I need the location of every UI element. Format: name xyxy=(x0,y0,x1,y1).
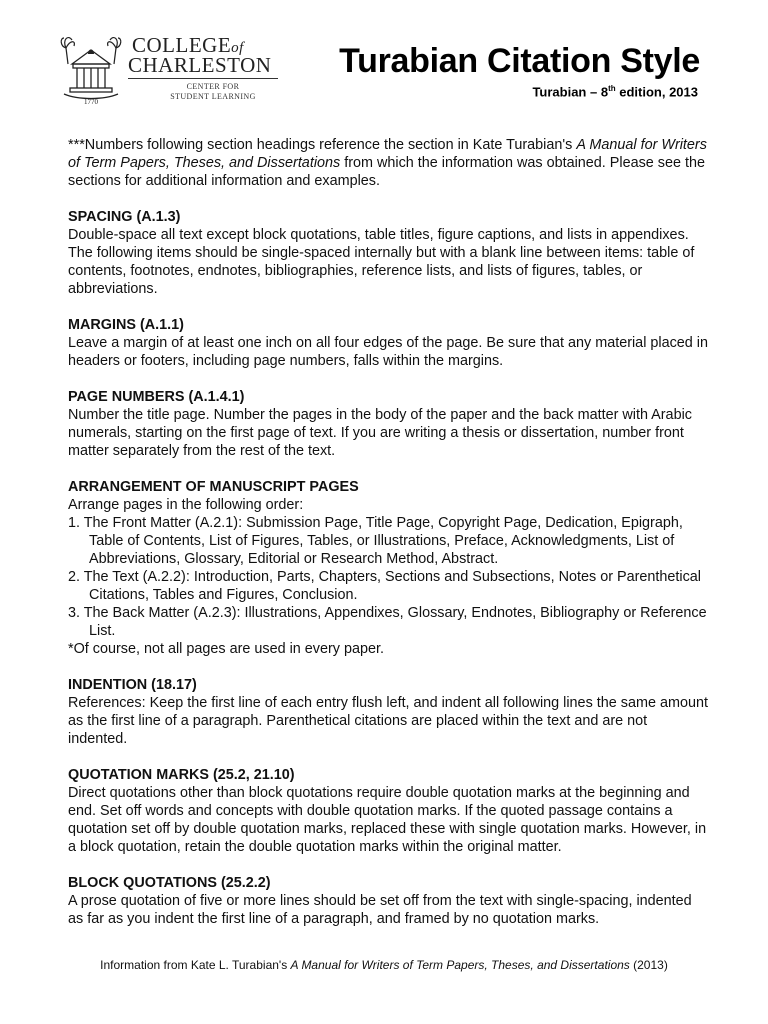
section-heading: BLOCK QUOTATIONS (25.2.2) xyxy=(68,875,271,891)
page-footer: Information from Kate L. Turabian's A Manual for Writers of Term Papers, Theses, and Dissertations (2013) xyxy=(100,958,668,972)
logo-college-text: COLLEGEof xyxy=(132,33,244,57)
logo-year: 1770 xyxy=(84,98,98,106)
list-item: 2. The Text (A.2.2): Introduction, Parts, Chapters, Sections and Subsections, Notes or Parenthetical Citations, Tables and Figures, Conclusion. xyxy=(68,569,701,603)
section-heading: SPACING (A.1.3) xyxy=(68,209,181,225)
section-arrangement xyxy=(68,478,708,658)
logo-center-text: CENTER FOR STUDENT LEARNING xyxy=(170,82,256,101)
section-indention xyxy=(68,676,708,748)
section-spacing xyxy=(68,208,708,298)
section-body: Leave a margin of at least one inch on all four edges of the page. Be sure that any material placed in headers or footers, including page numbers, falls within the margins. xyxy=(68,335,708,369)
section-heading: MARGINS (A.1.1) xyxy=(68,317,184,333)
document-title: Turabian Citation Style xyxy=(339,42,700,80)
section-heading: QUOTATION MARKS (25.2, 21.10) xyxy=(68,767,295,783)
document-subtitle: Turabian – 8th edition, 2013 xyxy=(532,84,698,100)
section-note: *Of course, not all pages are used in every paper. xyxy=(68,641,384,657)
section-quotation-marks xyxy=(68,766,708,856)
section-body: Number the title page. Number the pages in the body of the paper and the back matter with Arabic numerals, starting on the first page of text. If you are writing a thesis or dissertation, number front matter separately from the rest of the text. xyxy=(68,407,692,459)
section-margins xyxy=(68,316,708,370)
section-heading: PAGE NUMBERS (A.1.4.1) xyxy=(68,389,245,405)
section-block-quotations xyxy=(68,874,708,928)
section-body: Double-space all text except block quotations, table titles, figure captions, and lists in appendixes. The following items should be single-spaced internally but with a blank line between items: table of contents, footnotes, endnotes, bibliographies, reference lists, and lists of figures, tables, or abbreviations. xyxy=(68,227,695,297)
section-lead: Arrange pages in the following order: xyxy=(68,497,304,513)
logo-divider xyxy=(128,78,278,79)
list-item: 3. The Back Matter (A.2.3): Illustrations, Appendixes, Glossary, Endnotes, Bibliography or Reference List. xyxy=(68,605,707,639)
section-body: A prose quotation of five or more lines should be set off from the text with single-spacing, indented as far as you indent the first line of a paragraph, and framed by no quotation marks. xyxy=(68,893,692,927)
logo-charleston-text: CHARLESTON xyxy=(128,53,272,77)
document-body xyxy=(68,136,708,928)
section-page-numbers xyxy=(68,388,708,460)
college-of-charleston-logo xyxy=(58,30,288,108)
intro-paragraph: ***Numbers following section headings reference the section in Kate Turabian's A Manual for Writers of Term Papers, Theses, and Dissertations from which the information was obtained. Please see the sections for additional information and examples. xyxy=(68,137,707,189)
section-heading: INDENTION (18.17) xyxy=(68,677,197,693)
section-body: Direct quotations other than block quotations require double quotation marks at the beginning and end. Set off words and concepts with double quotation marks. If the quoted passage contains a quotation set off by double quotation marks, replaced these with single quotation marks. However, in a block quotation, retain the double quotation marks within the original matter. xyxy=(68,785,707,855)
college-seal-icon xyxy=(58,30,124,106)
section-heading: ARRANGEMENT OF MANUSCRIPT PAGES xyxy=(68,479,359,495)
section-body: References: Keep the first line of each entry flush left, and indent all following lines the same amount as the first line of a paragraph. Parenthetical citations are placed within the text and are not indented. xyxy=(68,695,708,747)
list-item: 1. The Front Matter (A.2.1): Submission Page, Title Page, Copyright Page, Dedication, Epigraph, Table of Contents, List of Figures, Tables, or Illustrations, Preface, Acknowledgments, List of Abbreviations, Glossary, Editorial or Research Method, Abstract. xyxy=(68,515,683,567)
